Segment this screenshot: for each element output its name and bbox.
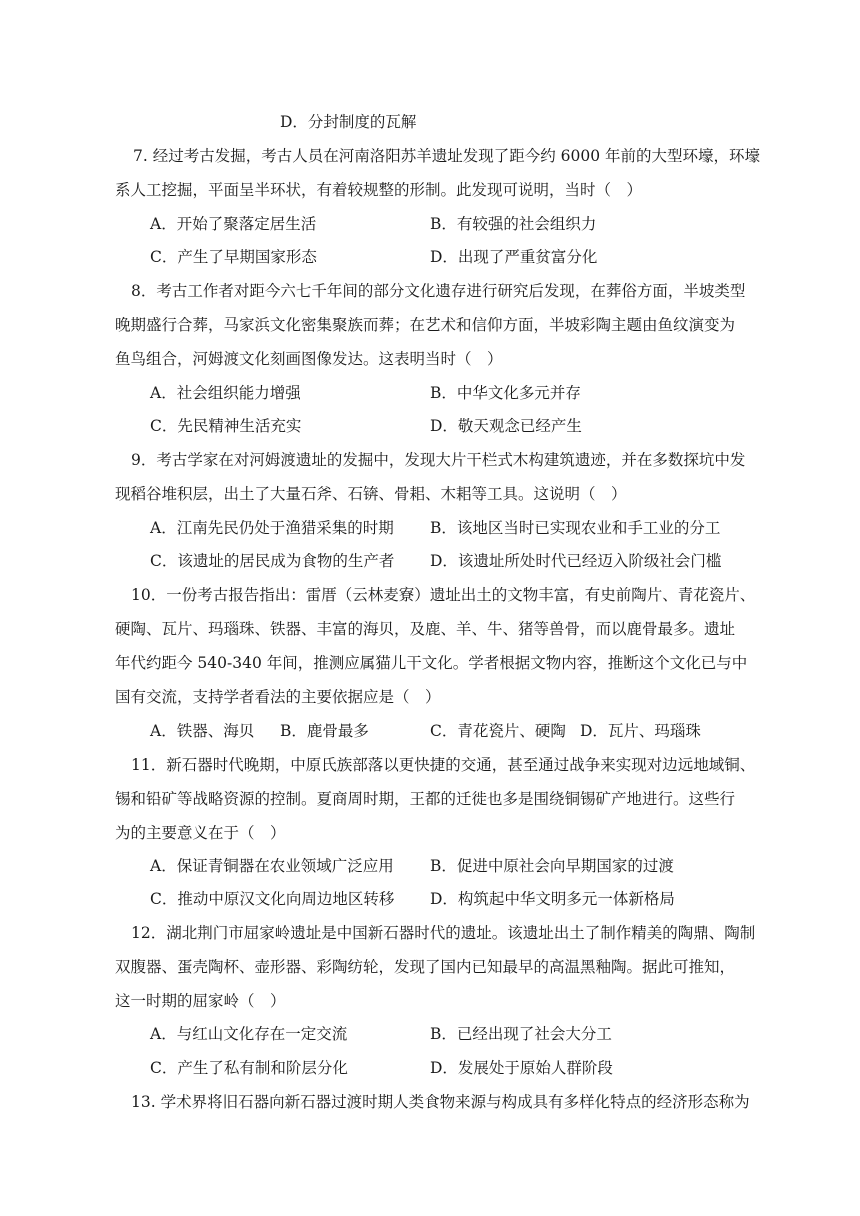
q11-stem-line1: 11．新石器时代晚期，中原氏族部落以更快捷的交通，甚至通过战争来实现对边远地域铜、	[131, 756, 756, 774]
q10-stem-line2: 硬陶、瓦片、玛瑙珠、铁器、丰富的海贝，及鹿、羊、牛、猪等兽骨，而以鹿骨最多。遗址	[115, 620, 736, 638]
q9-stem-line1: 9．考古学家在对河姆渡遗址的发掘中，发现大片干栏式木构建筑遗迹，并在多数探坑中发	[131, 451, 746, 469]
q10-option-b: B．鹿骨最多	[280, 722, 369, 740]
q7-stem-line2: 系人工挖掘，平面呈半环状，有着较规整的形制。此发现可说明，当时（ ）	[115, 181, 643, 199]
q9-option-a: A．江南先民仍处于渔猎采集的时期	[150, 519, 394, 537]
q12-stem-line3: 这一时期的屈家岭（ ）	[115, 992, 286, 1010]
q7-option-d: D．出现了严重贫富分化	[430, 248, 598, 266]
q8-stem-line3: 鱼鸟组合，河姆渡文化刻画图像发达。这表明当时（ ）	[115, 350, 503, 368]
q8-stem-line2: 晚期盛行合葬，马家浜文化密集聚族而葬；在艺术和信仰方面，半坡彩陶主题由鱼纹演变为	[115, 316, 736, 334]
q10-stem-line3: 年代约距今 540-340 年间，推测应属猫儿干文化。学者根据文物内容，推断这个文化已与中	[115, 654, 748, 672]
q10-option-d: D．瓦片、玛瑙珠	[580, 722, 701, 740]
q11-stem-line3: 为的主要意义在于（ ）	[115, 824, 286, 842]
q10-stem-line4: 国有交流，支持学者看法的主要依据应是（ ）	[115, 688, 441, 706]
q9-stem-line2: 现稻谷堆积层，出土了大量石斧、石锛、骨耜、木耜等工具。这说明（ ）	[115, 485, 627, 503]
q9-option-b: B．该地区当时已实现农业和手工业的分工	[430, 519, 721, 537]
q8-option-d: D．敬天观念已经产生	[430, 417, 582, 435]
q8-option-c: C．先民精神生活充实	[150, 417, 302, 435]
q11-option-b: B．促进中原社会向早期国家的过渡	[430, 857, 674, 875]
q11-option-a: A．保证青铜器在农业领域广泛应用	[150, 857, 394, 875]
q11-option-d: D．构筑起中华文明多元一体新格局	[430, 890, 675, 908]
q12-option-c: C．产生了私有制和阶层分化	[150, 1059, 348, 1077]
q13-stem-line1: 13. 学术界将旧石器向新石器过渡时期人类食物来源与构成具有多样化特点的经济形态称为	[131, 1093, 750, 1111]
q11-option-c: C．推动中原汉文化向周边地区转移	[150, 890, 395, 908]
q12-option-a: A．与红山文化存在一定交流	[150, 1025, 348, 1043]
q10-stem-line1: 10．一份考古报告指出：雷厝（云林麦寮）遗址出土的文物丰富，有史前陶片、青花瓷片、	[131, 586, 756, 604]
q8-option-a: A．社会组织能力增强	[150, 384, 301, 402]
q9-option-d: D．该遗址所处时代已经迈入阶级社会门槛	[430, 552, 722, 570]
q10-option-a: A．铁器、海贝	[150, 722, 255, 740]
q9-option-c: C．该遗址的居民成为食物的生产者	[150, 552, 395, 570]
q7-option-c: C．产生了早期国家形态	[150, 248, 317, 266]
q11-stem-line2: 锡和铅矿等战略资源的控制。夏商周时期，王都的迁徙也多是围绕铜锡矿产地进行。这些行	[115, 790, 736, 808]
q7-option-b: B．有较强的社会组织力	[430, 215, 597, 233]
q10-option-c: C．青花瓷片、硬陶	[430, 722, 566, 740]
q12-stem-line1: 12．湖北荆门市屈家岭遗址是中国新石器时代的遗址。该遗址出土了制作精美的陶鼎、陶制	[131, 924, 756, 942]
q12-stem-line2: 双腹器、蛋壳陶杯、壶形器、彩陶纺轮，发现了国内已知最早的高温黑釉陶。据此可推知，	[115, 958, 736, 976]
q8-stem-line1: 8．考古工作者对距今六七千年间的部分文化遗存进行研究后发现，在葬俗方面，半坡类型	[131, 282, 746, 300]
q12-option-d: D．发展处于原始人群阶段	[430, 1059, 613, 1077]
q7-option-a: A．开始了聚落定居生活	[150, 215, 317, 233]
q8-option-b: B．中华文化多元并存	[430, 384, 581, 402]
q7-stem-line1: 7. 经过考古发掘，考古人员在河南洛阳苏羊遗址发现了距今约 6000 年前的大型环壕，环壕	[133, 147, 761, 165]
prev-option-d: D．分封制度的瓦解	[280, 113, 417, 131]
q12-option-b: B．已经出现了社会大分工	[430, 1025, 612, 1043]
